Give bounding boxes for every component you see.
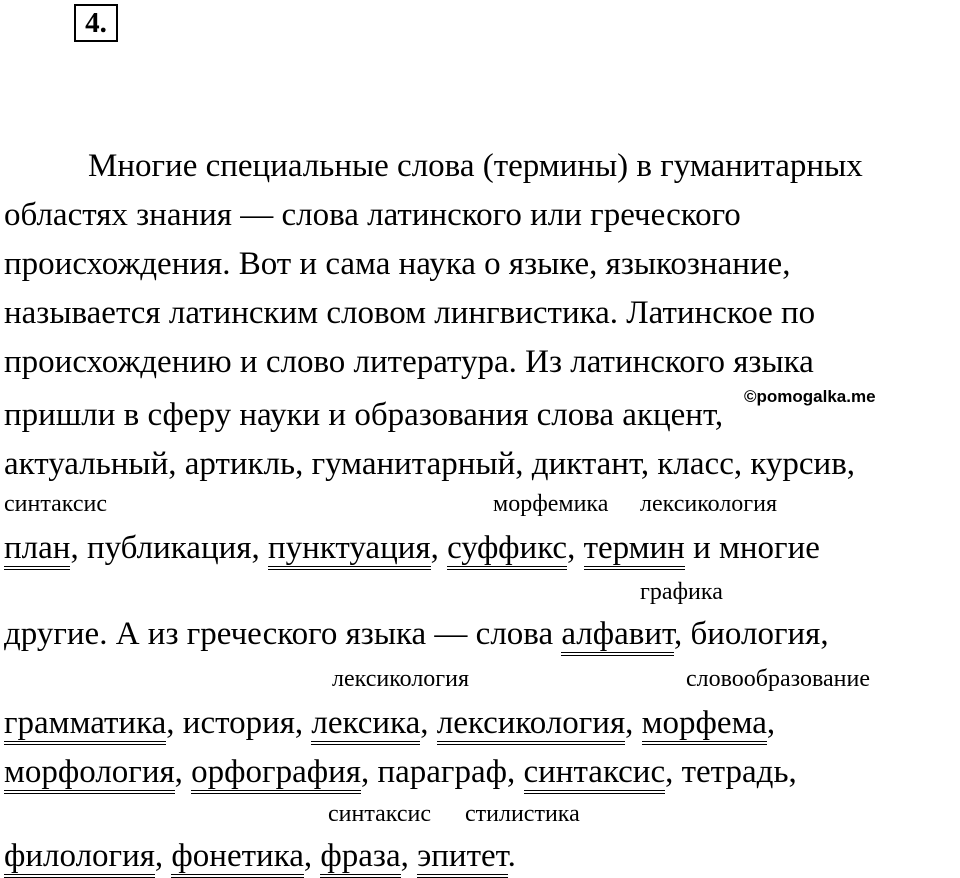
annotation-lexicology-2: лексикология: [332, 666, 470, 692]
underlined-word: морфема: [642, 705, 767, 745]
watermark: ©pomogalka.me: [744, 387, 876, 406]
underlined-word: лексикология: [437, 705, 625, 745]
underlined-word: лексика: [311, 705, 420, 745]
underlined-word: филология: [4, 838, 155, 878]
text-line-13: грамматика, история, лексика, лексикология, морфема,: [4, 703, 775, 743]
underlined-word: пунктуация: [268, 530, 431, 570]
annotation-graphics: графика: [640, 579, 723, 605]
underlined-word: грамматика: [4, 705, 166, 745]
underlined-word: морфология: [4, 754, 175, 794]
underlined-word: фонетика: [171, 838, 303, 878]
text-line-16: филология, фонетика, фраза, эпитет.: [4, 836, 516, 876]
annotation-lexicology: лексикология: [640, 491, 778, 517]
text-line-5: происхождению и слово литература. Из латинского языка: [4, 344, 814, 380]
task-number: 4.: [74, 4, 118, 42]
text-line-3: происхождения. Вот и сама наука о языке, языкознание,: [4, 246, 791, 282]
underlined-word: синтаксис: [524, 754, 666, 794]
annotation-word-formation: словообразование: [686, 666, 871, 692]
text-line-14: морфология, орфография, параграф, синтаксис, тетрадь,: [4, 752, 797, 792]
text-line-7: актуальный, артикль, гуманитарный, диктант, класс, курсив,: [4, 446, 856, 482]
text-line-2: областях знания — слова латинского или греческого: [4, 197, 741, 233]
text-line-11: другие. А из греческого языка — слова алфавит, биология,: [4, 614, 829, 654]
annotation-syntax: синтаксис: [4, 491, 107, 517]
underlined-word: фраза: [320, 838, 400, 878]
text-line-9: план, публикация, пунктуация, суффикс, термин и многие: [4, 528, 820, 568]
annotation-stylistics: стилистика: [465, 801, 580, 827]
underlined-word: суффикс: [447, 530, 567, 570]
text-line-6: пришли в сферу науки и образования слова акцент,: [4, 397, 724, 433]
underlined-word: алфавит: [561, 616, 674, 656]
annotation-syntax-2: синтаксис: [328, 801, 431, 827]
underlined-word: орфография: [191, 754, 361, 794]
underlined-word: эпитет: [417, 838, 508, 878]
text-line-4: называется латинским словом лингвистика. Латинское по: [4, 295, 816, 331]
annotation-morphemics: морфемика: [493, 491, 609, 517]
text-line-1: Многие специальные слова (термины) в гуманитарных: [88, 148, 863, 184]
underlined-word: план: [4, 530, 70, 570]
underlined-word: термин: [584, 530, 685, 570]
